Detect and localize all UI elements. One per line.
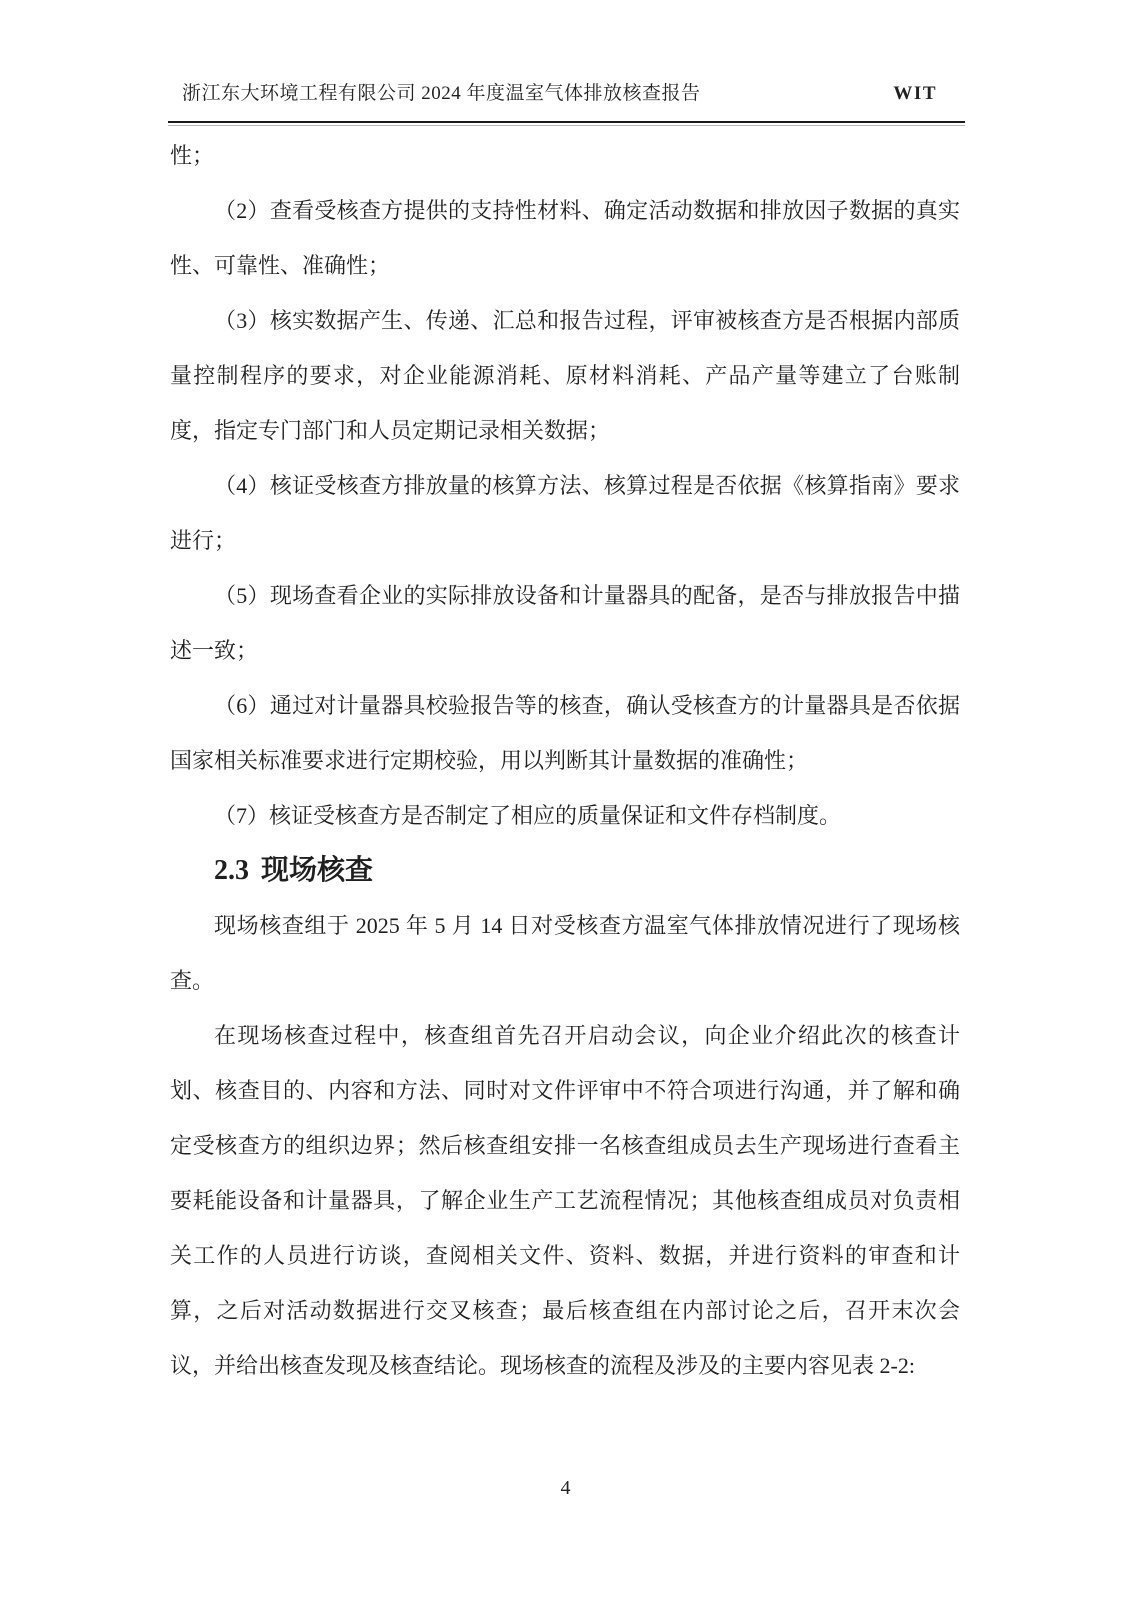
paragraph-site-visit-date: 现场核查组于 2025 年 5 月 14 日对受核查方温室气体排放情况进行了现场核查。 [170,913,960,993]
header-rule-line [168,121,965,123]
paragraph-item-5: （5）现场查看企业的实际排放设备和计量器具的配备，是否与排放报告中描述一致； [170,583,960,663]
document-body [170,128,960,1393]
header-title: 浙江东大环境工程有限公司 2024 年度温室气体排放核查报告 [182,83,701,104]
paragraph-item-2: （2）查看受核查方提供的支持性材料、确定活动数据和排放因子数据的真实性、可靠性、准确性； [170,198,960,278]
paragraph-site-visit-process: 在现场核查过程中，核查组首先召开启动会议，向企业介绍此次的核查计划、核查目的、内容和方法、同时对文件评审中不符合项进行沟通，并了解和确定受核查方的组织边界；然后核查组安排一名核查组成员去生产现场进行查看主要耗能设备和计量器具，了解企业生产工艺流程情况；其他核查组成员对负责相关工作的人员进行访谈，查阅相关文件、资料、数据，并进行资料的审查和计算，之后对活动数据进行交叉核查；最后核查组在内部讨论之后，召开末次会议，并给出核查发现及核查结论。现场核查的流程及涉及的主要内容见表 2-2: [170,1023,960,1378]
page-header [168,80,965,108]
paragraph-item-4: （4）核证受核查方排放量的核算方法、核算过程是否依据《核算指南》要求进行； [170,473,960,553]
paragraph-item-3: （3）核实数据产生、传递、汇总和报告过程，评审被核查方是否根据内部质量控制程序的要求，对企业能源消耗、原材料消耗、产品产量等建立了台账制度，指定专门部门和人员定期记录相关数据； [170,308,960,443]
section-number: 2.3 [214,855,249,886]
header-rule-shadow [168,125,965,126]
header-logo-wit: WIT [893,83,937,104]
page-footer [0,1474,1131,1502]
paragraph-item-7: （7）核证受核查方是否制定了相应的质量保证和文件存档制度。 [214,803,842,828]
section-heading-2-3 [170,843,960,898]
paragraph-continuation: 性； [170,143,215,168]
section-title: 现场核查 [261,855,374,886]
page-number: 4 [560,1477,571,1499]
paragraph-item-6: （6）通过对计量器具校验报告等的核查，确认受核查方的计量器具是否依据国家相关标准要求进行定期校验，用以判断其计量数据的准确性； [170,693,960,773]
header-rule [168,121,965,126]
